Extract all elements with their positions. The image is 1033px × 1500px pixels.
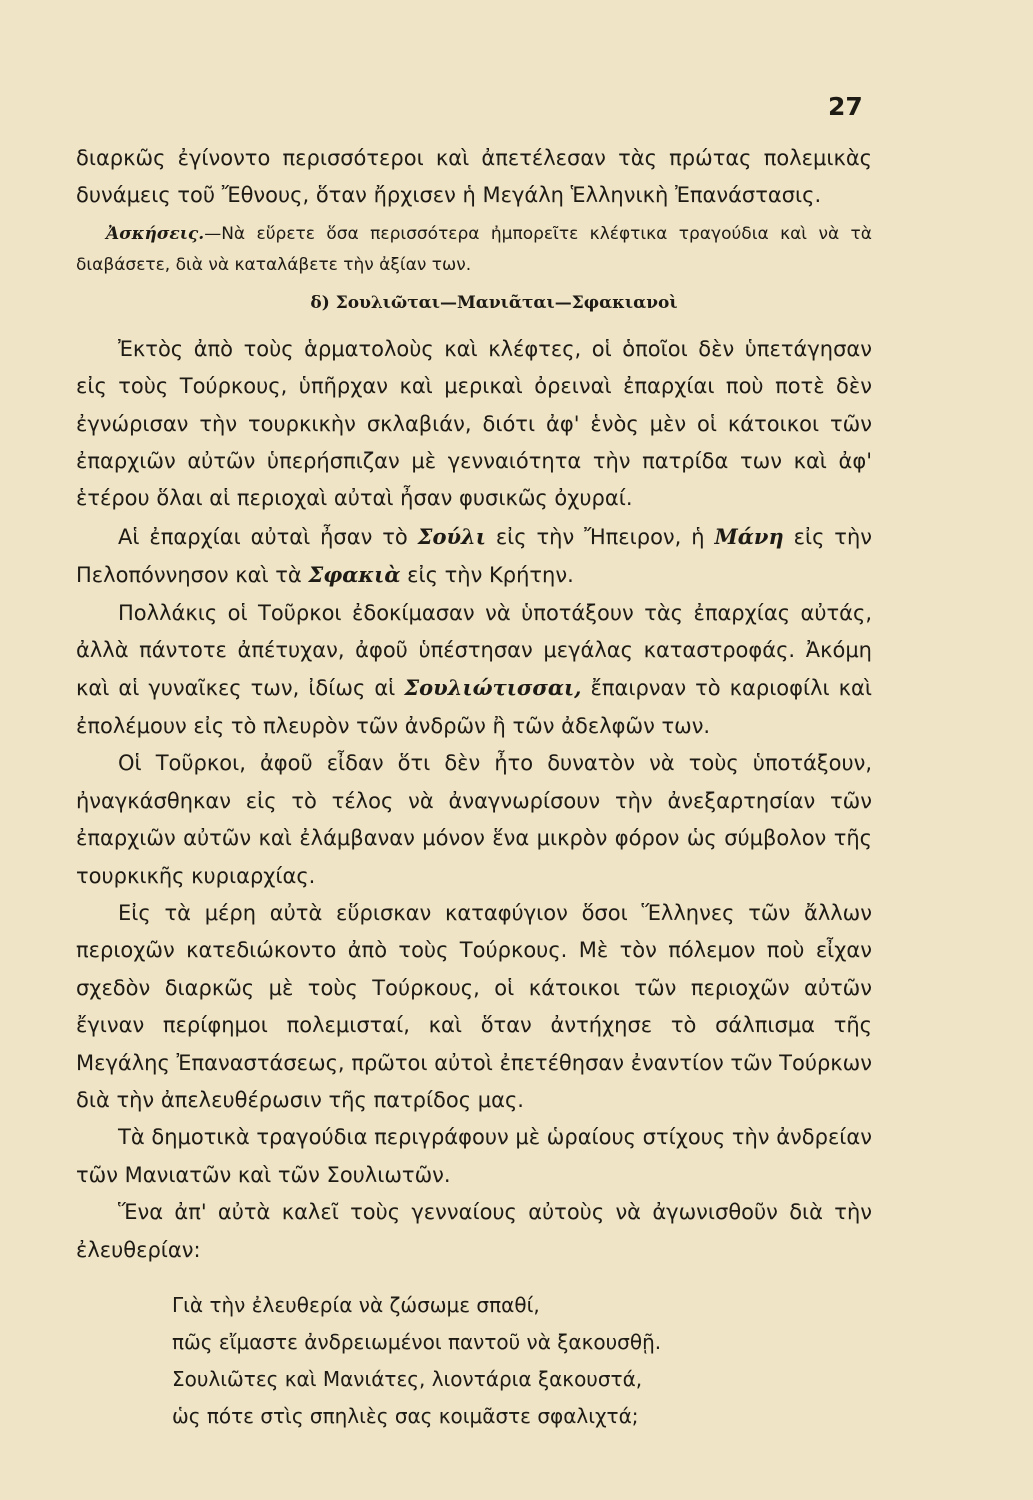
poem-line-2: πῶς εἴμαστε ἀνδρειωμένοι παντοῦ νὰ ξακουσθῇ. — [172, 1329, 662, 1354]
paragraph-4: Οἱ Τοῦρκοι, ἀφοῦ εἶδαν ὅτι δὲν ἦτο δυνατὸν νὰ τοὺς ὑποτάξουν, ἠναγκάσθηκαν εἰς τὸ τέλος νὰ ἀναγνωρίσουν τὴν ἀνεξαρτησίαν τῶν ἐπαρχιῶν αὐτῶν καὶ ἐλάμβαναν μόνον ἕνα μικρὸν φόρον ὡς σύμβολον τῆς τουρκικῆς κυριαρχίας. — [76, 751, 872, 888]
page-number: 27 — [828, 92, 863, 121]
place-mani: Μάνη — [714, 523, 784, 549]
exercise-label: Ἀσκήσεις. — [106, 223, 205, 244]
poem-line-3: Σουλιῶτες καὶ Μανιάτες, λιοντάρια ξακουστά, — [172, 1366, 643, 1391]
paragraph-2 — [76, 518, 872, 595]
p2-text-d: εἰς τὴν Κρήτην. — [400, 563, 574, 588]
intro-paragraph: διαρκῶς ἐγίνοντο περισσότεροι καὶ ἀπετέλεσαν τὰς πρώτας πολεμικὰς δυνάμεις τοῦ Ἔθνους, ὅταν ἤρχισεν ἡ Μεγάλη Ἑλληνικὴ Ἐπανάστασις. — [76, 146, 872, 208]
paragraph-3 — [76, 595, 872, 746]
place-sfakia: Σφακιὰ — [308, 562, 401, 588]
exercise-note — [76, 219, 872, 281]
page-content — [76, 140, 872, 1435]
poem — [76, 1287, 872, 1435]
p2-text-a: Αἱ ἐπαρχίαι αὐταὶ ἦσαν τὸ — [118, 524, 418, 549]
paragraph-1: Ἐκτὸς ἀπὸ τοὺς ἁρματολοὺς καὶ κλέφτες, οἱ ὁποῖοι δὲν ὑπετάγησαν εἰς τοὺς Τούρκους, ὑπῆρχαν καὶ μερικαὶ ὀρειναὶ ἐπαρχίαι ποὺ ποτὲ δὲν ἐγνώρισαν τὴν τουρκικὴν σκλαβιάν, διότι ἀφ' ἑνὸς μὲν οἱ κάτοικοι τῶν ἐπαρχιῶν αὐτῶν ὑπερήσπιζαν μὲ γενναιότητα τὴν πατρίδα των καὶ ἀφ' ἑτέρου ὅλαι αἱ περιοχαὶ αὐταὶ ἦσαν φυσικῶς ὀχυραί. — [76, 336, 872, 511]
p3-text-a: Πολλάκις οἱ Τοῦρκοι ἐδοκίμασαν νὰ ὑποτάξουν τὰς ἐπαρχίας αὐτάς, ἀλλὰ πάντοτε ἀπέτυχαν, ἀφοῦ ὑπέστησαν μεγάλας καταστροφάς. Ἀκόμη καὶ αἱ γυναῖκες των, ἰδίως αἱ — [76, 600, 872, 701]
paragraph-6: Τὰ δημοτικὰ τραγούδια περιγράφουν μὲ ὡραίους στίχους τὴν ἀνδρείαν τῶν Μανιατῶν καὶ τῶν Σουλιωτῶν. — [76, 1125, 872, 1187]
poem-line-4: ὡς πότε στὶς σπηλιὲς σας κοιμᾶστε σφαλιχτά; — [172, 1403, 639, 1428]
place-souli: Σούλι — [417, 523, 486, 549]
section-heading: δ) Σουλιῶται—Μανιᾶται—Σφακιανοὶ — [310, 292, 678, 313]
paragraph-7: Ἕνα ἀπ' αὐτὰ καλεῖ τοὺς γενναίους αὐτοὺς νὰ ἀγωνισθοῦν διὰ τὴν ἐλευθερίαν: — [76, 1200, 872, 1262]
exercise-text: —Νὰ εὕρετε ὅσα περισσότερα ἠμπορεῖτε κλέφτικα τραγούδια καὶ νὰ τὰ διαβάσετε, διὰ νὰ καταλάβετε τὴν ἀξίαν των. — [76, 223, 872, 275]
p2-text-c: εἰς τὴν Πελοπόννησον καὶ τὰ — [76, 524, 872, 588]
paragraph-5: Εἰς τὰ μέρη αὐτὰ εὕρισκαν καταφύγιον ὅσοι Ἕλληνες τῶν ἄλλων περιοχῶν κατεδιώκοντο ἀπὸ τοὺς Τούρκους. Μὲ τὸν πόλεμον ποὺ εἶχαν σχεδὸν διαρκῶς μὲ τοὺς Τούρκους, οἱ κάτοικοι τῶν περιοχῶν αὐτῶν ἔγιναν περίφημοι πολεμισταί, καὶ ὅταν ἀντήχησε τὸ σάλπισμα τῆς Μεγάλης Ἐπαναστάσεως, πρῶτοι αὐτοὶ ἐπετέθησαν ἐναντίον τῶν Τούρκων διὰ τὴν ἀπελευθέρωσιν τῆς πατρίδος μας. — [76, 900, 872, 1112]
p3-text-b: ἔπαιρναν τὸ καριοφίλι καὶ ἐπολέμουν εἰς τὸ πλευρὸν τῶν ἀνδρῶν ἢ τῶν ἀδελφῶν των. — [76, 676, 872, 738]
poem-line-1: Γιὰ τὴν ἐλευθερία νὰ ζώσωμε σπαθί, — [172, 1292, 540, 1317]
p2-text-b: εἰς τὴν Ἤπειρον, ἡ — [485, 524, 715, 549]
term-souliotisses: Σουλιώτισσαι, — [404, 675, 582, 701]
